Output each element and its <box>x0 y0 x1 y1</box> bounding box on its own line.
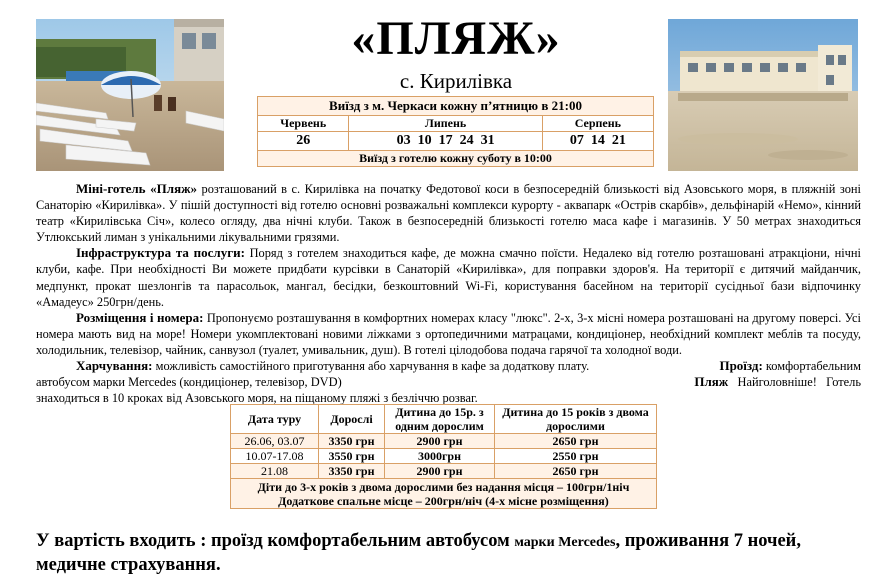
dates-july: 03 10 17 24 31 <box>349 132 542 151</box>
month-june: Червень <box>258 116 349 132</box>
return-info: Виїзд з готелю кожну суботу в 10:00 <box>258 151 654 167</box>
header-child-two: Дитина до 15 років з двома дорослими <box>495 405 657 434</box>
rooms-paragraph: Розміщення і номера: Пропонуємо розташування в комфортних номерах класу "люкс". 2-х, 3-х місні номера розташовані на другому поверсі. Усі номера мають вид на море! Номери укомплектовані новими ліжками з ортопедичними матрацами, кондиціонер, необхідний комплект меблів та посуду, холодильник, телевізор, чайник, санвузол (туалет, умивальник, душ). В готелі цілодобова подача гарячої та холодної води. <box>36 309 862 357</box>
header-child-one: Дитина до 15р. з одним дорослим <box>385 405 495 434</box>
beach-loungers-photo <box>36 19 224 171</box>
description-paragraph: Міні-готель «Пляж» розташований в с. Кирилівка на початку Федотової коси в безпосередній близькості від Азовського моря, в пляжній зоні Санаторію «Кирилівка». У пішій доступності від готелю основні розважальні комплекси курорту - аквапарк «Острів скарбів», дельфінарій «Немо», кінний театр «Кирилівська Січ», колесо огляду, два нічні клуби. Також в безпосередній близькості готелю маса кафе і магазинів. У 50 метрах знаходиться Утлюкський лиман з унікальними лікувальними грязями. <box>36 181 861 245</box>
month-august: Серпень <box>542 116 653 132</box>
hotel-description <box>36 181 861 406</box>
page-title: «ПЛЯЖ» <box>351 12 561 65</box>
beach-paragraph: знаходиться в 10 кроках від Азовського моря, на піщаному пляжі з безліччю розваг. <box>36 391 478 406</box>
header-date: Дата туру <box>231 405 319 434</box>
hotel-building-photo <box>668 19 858 171</box>
hotel-name: Міні-готель «Пляж» <box>76 181 198 196</box>
table-row: 10.07-17.08 3550 грн 3000грн 2550 грн <box>231 449 657 464</box>
month-july: Липень <box>349 116 542 132</box>
departure-info: Виїзд з м. Черкаси кожну п’ятницю в 21:00 <box>258 97 654 116</box>
dates-june: 26 <box>258 132 349 151</box>
dates-august: 07 14 21 <box>542 132 653 151</box>
food-paragraph: Харчування: можливість самостійного приготування або харчування в кафе за додаткову плату. Проїзд: комфортабельним <box>76 358 861 374</box>
table-row: 26.06, 03.07 3350 грн 2900 грн 2650 грн <box>231 434 657 449</box>
table-row: 21.08 3350 грн 2900 грн 2650 грн <box>231 464 657 479</box>
page-subtitle: с. Кирилівка <box>399 69 513 93</box>
price-table <box>230 404 657 509</box>
schedule-table <box>257 96 654 167</box>
price-notes: Діти до 3-х років з двома дорослими без надання місця – 100грн/1ніч Додаткове спальне місце – 200грн/ніч (4-х місне розміщення) <box>231 479 657 509</box>
header-adults: Дорослі <box>319 405 385 434</box>
included-services: У вартість входить : проїзд комфортабельним автобусом марки Mercedes, проживання 7 ночей, медичне страхування. <box>36 531 801 575</box>
transport-paragraph: автобусом марки Mercedes (кондиціонер, телевізор, DVD) Пляж Найголовніше! Готель <box>36 374 861 390</box>
infrastructure-paragraph: Інфраструктура та послуги: Поряд з готелем знаходиться кафе, де можна смачно поїсти. Недалеко від готелю розташовані атракціони, нічні клуби, кафе. При необхідності Ви можете придбати курсівки в Санаторій «Кирилівка», для поправки здоров'я. На території є дитячий майданчик, медпункт, прокат шезлонгів та парасольок, мангал, бесідки, безкоштовний Wi-Fi, користування басейном на території сусідньої бази відпочинку «Амадеус» 250грн/день. <box>36 245 861 309</box>
